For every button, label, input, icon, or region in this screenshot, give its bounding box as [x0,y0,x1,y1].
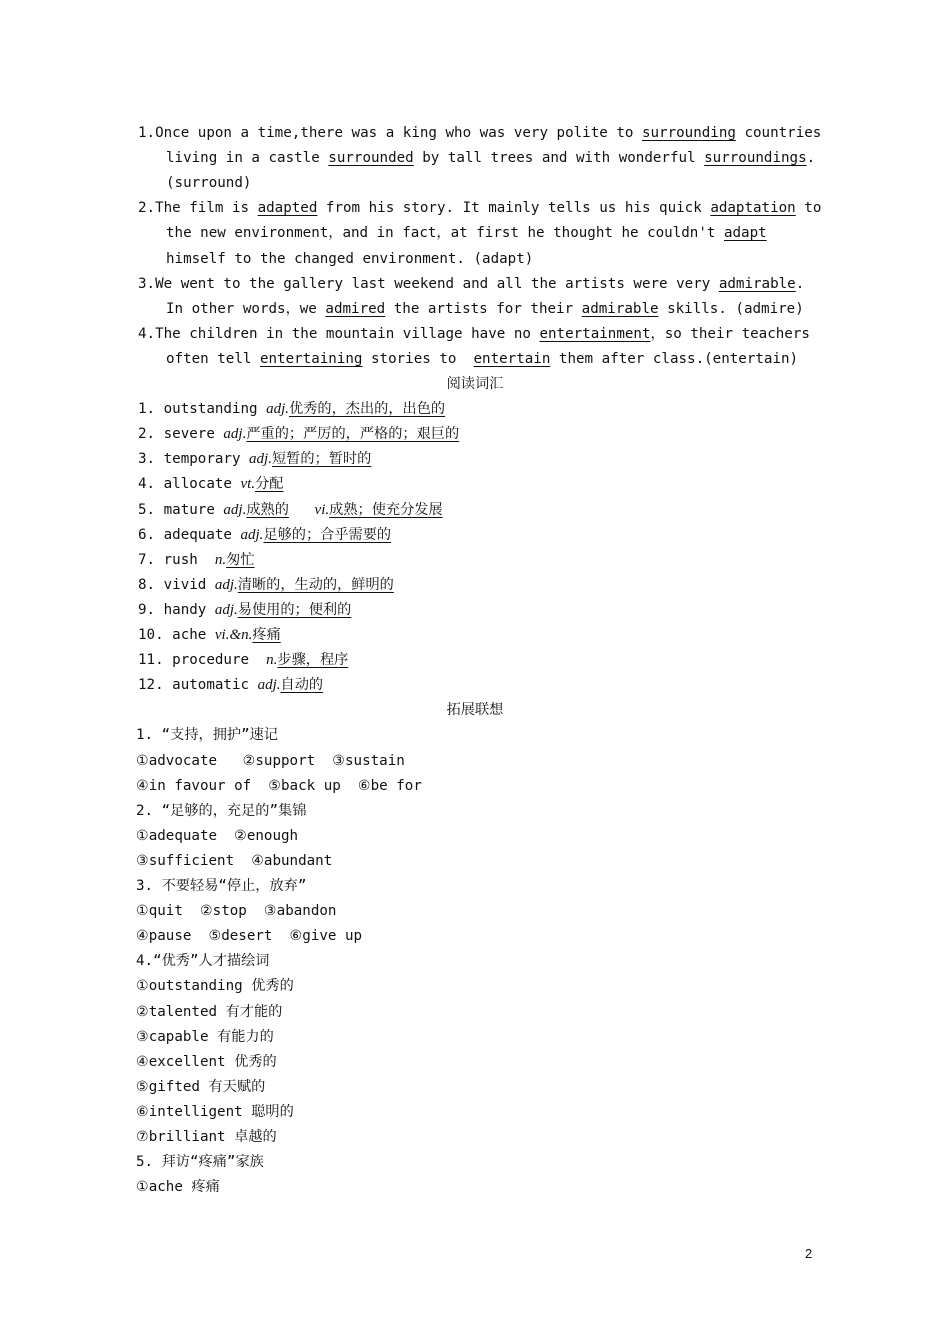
expand-line [136,799,306,824]
expand-line [136,1000,282,1025]
expand-text: 4.“优秀”人才描绘词 [136,953,270,970]
vocab-meaning: 严重的；严厉的，严格的；艰巨的 [246,426,460,443]
part-of-speech: adj. [266,401,290,418]
vocab-meaning: 易使用的；便利的 [237,601,352,618]
vocab-number: 6. [138,526,164,543]
vocab-meaning: 疼痛 [252,627,281,643]
vocab-number: 9. [138,601,164,618]
expand-line [136,1050,277,1075]
expand-line [136,899,336,924]
expand-text: ④excellent 优秀的 [136,1053,277,1070]
vocab-item [138,422,459,447]
sentence-text: from his story. It mainly tells us his quick [317,200,711,217]
part-of-speech: adj. [257,677,281,694]
sentence-text: countries [735,125,822,141]
part-of-speech: adj. [214,576,238,593]
answer-blank: entertaining [259,350,363,367]
vocab-item [138,573,394,598]
vocab-item [138,623,281,648]
sentence-text: stories to [362,350,474,367]
expand-line [136,949,269,974]
sentence-text: We went to the gallery last weekend and all the artists were very [155,275,719,292]
part-of-speech: adj. [223,426,247,443]
vocab-item [138,648,348,673]
vocab-item [138,673,323,698]
vocab-meaning: 成熟的 [246,501,289,518]
expand-text: ③sufficient ④abundant [136,852,333,869]
vocab-word: rush [163,551,215,568]
sentence-text: them after class.(entertain) [550,350,799,367]
vocab-word: severe [163,426,224,443]
vocab-number: 1. [138,401,164,418]
item-number: 2. [138,200,156,217]
expand-line [136,723,278,748]
sentence-text: ，so their teachers [650,325,810,342]
vocab-item [138,498,443,523]
sentence-text: . [806,150,816,167]
vocab-number: 2. [138,426,164,443]
exercise-line [166,347,798,372]
spacer [289,502,315,518]
vocab-number: 8. [138,576,164,593]
expand-text: ①quit ②stop ③abandon [136,903,337,920]
expand-line [136,974,294,999]
part-of-speech: adj. [223,501,247,518]
page-number: 2 [805,1246,813,1261]
sentence-text: (surround) [166,175,252,192]
expand-text: ①outstanding 优秀的 [136,978,294,995]
exercise-line [166,247,533,272]
sentence-text: the new environment，and in fact，at first he thought he couldn't [166,225,724,242]
expand-line [136,1100,294,1125]
part-of-speech: adj. [240,526,264,543]
part-of-speech: vi. [314,501,330,518]
expand-line [136,924,362,949]
expand-text: ③capable 有能力的 [136,1028,274,1045]
answer-blank: surrounded [328,150,414,167]
vocab-word: vivid [163,576,215,593]
exercise-line [138,272,804,297]
expand-text: 5. 拜访“疼痛”家族 [136,1154,264,1171]
vocab-word: temporary [163,451,250,468]
answer-blank: adapt [723,225,767,242]
answer-blank: admirable [581,300,659,317]
exercise-line [166,221,767,246]
sentence-text: living in a castle [166,150,329,167]
part-of-speech: vt. [240,476,256,493]
answer-blank: surrounding [641,125,736,141]
sentence-text: himself to the changed environment. (adapt) [166,250,534,267]
vocab-word: ache [172,627,215,643]
exercise-line [138,196,821,221]
expand-line [136,1175,220,1200]
answer-blank: admired [325,300,386,317]
sentence-text: skills. (admire) [658,300,804,317]
vocab-meaning: 步骤，程序 [277,652,349,669]
part-of-speech: adj. [214,601,238,618]
vocab-item [138,472,283,497]
expand-text: ①advocate ②support ③sustain [136,752,405,769]
section-heading-expand: 拓展联想 [446,702,504,719]
answer-blank: admirable [718,275,796,292]
expand-text: ④in favour of ⑤back up ⑥be for [136,777,422,794]
vocab-number: 10. [138,627,173,643]
part-of-speech: n. [214,551,227,568]
item-number: 3. [138,275,156,292]
sentence-text: by tall trees and with wonderful [413,150,705,167]
vocab-number: 11. [138,652,173,669]
vocab-word: allocate [163,476,241,493]
vocab-number: 5. [138,501,164,518]
vocab-meaning: 短暂的；暂时的 [271,451,372,468]
sentence-text: often tell [166,350,260,367]
vocab-meaning: 足够的；合乎需要的 [263,526,392,543]
answer-blank: surroundings [704,150,807,167]
vocab-number: 4. [138,476,164,493]
exercise-line [138,322,810,347]
expand-text: ⑦brilliant 卓越的 [136,1129,277,1145]
vocab-word: adequate [163,526,241,543]
expand-text: ①ache 疼痛 [136,1179,220,1196]
expand-text: ⑤gifted 有天赋的 [136,1078,266,1095]
sentence-text: the artists for their [385,300,582,317]
expand-text: 1. “支持，拥护”速记 [136,727,279,744]
expand-text: ②talented 有才能的 [136,1003,283,1020]
expand-line [136,1150,264,1175]
expand-line [136,749,405,774]
vocab-item [138,397,445,422]
vocab-word: mature [163,501,224,518]
sentence-text: to [795,200,822,217]
vocab-word: handy [163,601,215,618]
vocab-item [138,548,255,573]
vocab-meaning: 成熟；使充分发展 [329,501,443,518]
expand-text: 3. 不要轻易“停止，放弃” [136,878,307,894]
part-of-speech: n. [266,652,278,669]
expand-line [136,1025,274,1050]
expand-line [136,774,422,799]
vocab-meaning: 分配 [255,476,284,493]
expand-line [136,849,332,874]
vocab-word: outstanding [163,401,267,418]
expand-text: ①adequate ②enough [136,827,299,844]
exercise-line [166,146,815,171]
sentence-text: The children in the mountain village have no [155,325,540,342]
sentence-text: . [795,275,805,292]
answer-blank: adapted [257,200,318,217]
sentence-text: Once upon a time,there was a king who was very polite to [155,125,642,141]
answer-blank: adaptation [710,200,796,217]
vocab-item [138,598,351,623]
sentence-text: The film is [155,200,258,217]
part-of-speech: vi.&n. [214,627,253,643]
vocab-item [138,523,391,548]
exercise-line [138,121,821,146]
vocab-number: 3. [138,451,164,468]
vocab-meaning: 优秀的，杰出的，出色的 [289,401,446,418]
expand-line [136,1075,265,1100]
expand-text: ④pause ⑤desert ⑥give up [136,928,363,945]
part-of-speech: adj. [249,451,272,468]
vocab-meaning: 匆忙 [226,551,255,568]
vocab-item [138,447,371,472]
exercise-line [166,171,251,196]
expand-text: ⑥intelligent 聪明的 [136,1103,294,1120]
vocab-meaning: 清晰的，生动的，鲜明的 [237,576,394,593]
exercise-line [166,297,804,322]
answer-blank: entertain [473,350,551,367]
vocab-meaning: 自动的 [280,677,324,694]
expand-line [136,1125,277,1150]
item-number: 4. [138,325,156,342]
section-heading-vocab: 阅读词汇 [446,376,504,392]
expand-line [136,824,298,849]
expand-line [136,874,306,899]
item-number: 1. [138,125,156,141]
vocab-word: procedure [172,652,267,669]
vocab-word: automatic [172,677,258,694]
vocab-number: 12. [138,677,173,694]
sentence-text: In other words，we [166,300,326,317]
expand-text: 2. “足够的，充足的”集锦 [136,802,307,819]
answer-blank: entertainment [539,325,651,342]
vocab-number: 7. [138,551,164,568]
